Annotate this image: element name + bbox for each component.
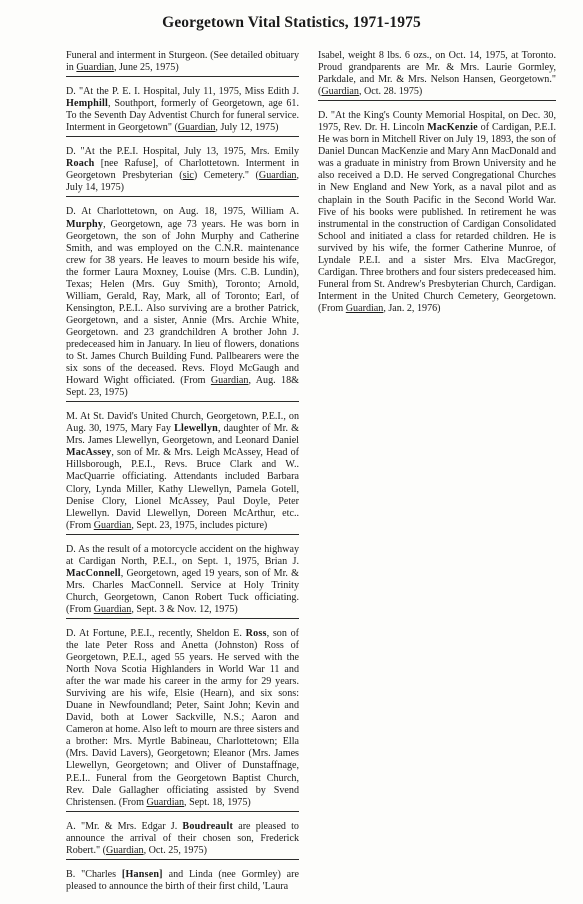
entry-text: , Sept. 3 & Nov. 12, 1975)	[131, 603, 238, 615]
entry-text: D. As the result of a motorcycle accident on the highway at Cardigan North, P.E.I., on Sept. 1, 1975, Brian J.	[66, 543, 299, 567]
source-citation: Guardian	[345, 302, 384, 314]
entry-text: , Sept. 18, 1975)	[184, 796, 251, 808]
vital-record-entry	[66, 544, 299, 619]
entry-text: D. At Charlottetown, on Aug. 18, 1975, William A.	[66, 206, 299, 218]
source-citation: Guardian	[93, 519, 132, 531]
entry-text: Funeral and interment in Sturgeon. (See detailed obituary in	[66, 50, 299, 74]
surname: MacAssey	[66, 447, 112, 459]
page-title: Georgetown Vital Statistics, 1971-1975	[162, 14, 421, 31]
entry-text: Isabel, weight 8 lbs. 6 ozs., on Oct. 14, 1975, at Toronto. Proud grandparents are Mr. & Mrs. Laurie Gormley, Parkdale, and Mr. & Mrs. Nelson Hansen, Georgetown." (	[318, 50, 556, 98]
source-citation: Guardian	[177, 122, 216, 134]
source-citation: Guardian	[146, 796, 185, 808]
left-column	[66, 50, 299, 904]
entry-text: , son of Mr. & Mrs. Leigh McAssey, Head of Hillsborough, P.E.I., Revs. Bruce Clark and W.. MacQuarrie officiating. Attendants included Barbara Clory, Lynda Miller, Kathy Llewellyn, Pamela Gotell, Denise Clory, Lionel McAssey, Paul Doyle, Peter Llewellyn. David Llewellyn, Doreen McArthur, etc..(From	[66, 447, 299, 531]
surname: Hemphill	[66, 98, 108, 110]
entry-text: , son of the late Peter Ross and Anetta (Johnston) Ross of Georgetown, P.E.I., aged 55 years. He served with the North Nova Scotia Highlanders in World War 11 and after the war made his career in the army for 29 years. Surviving are his wife, Elsie (Hearn), and six sons: Duane in Newfoundland; Peter, Saint John; Kevin and David, both at Lower Sackville, N.S.; Aaron and Cameron at home. Also left to mourn are three sisters and a brother: Mrs. Myrtle Babineau, Charlottetown; Ella (Mrs. David Lavers), Georgetown; Eleanor (Mrs. James Llewellyn, Georgetown; and Oliver of Dunstaffnage, P.E.I.. Funeral from the Georgetown Baptist Church, Rev. Dale Gallagher officiating assisted by Svend Christensen. (From	[66, 627, 299, 808]
entry-text: , Aug. 18& Sept. 23, 1975)	[66, 375, 299, 399]
entry-text: B. "Charles	[66, 868, 122, 880]
vital-record-entry	[66, 628, 299, 812]
surname: Boudreault	[182, 820, 234, 832]
entry-text: , Jan. 2, 1976)	[383, 302, 441, 314]
entry-text: , Oct. 28. 1975)	[358, 86, 423, 98]
entry-text: [nee Rafuse], of Charlottetown. Interment in Georgetown Presbyterian (	[66, 158, 299, 182]
entry-text: D. At Fortune, P.E.I., recently, Sheldon E.	[66, 627, 246, 639]
source-citation: Guardian	[258, 170, 297, 182]
entry-text: and Linda (nee Gormley) are pleased to announce the birth of their first child, 'Laura	[66, 868, 299, 892]
source-citation: Guardian	[106, 844, 144, 856]
source-citation: Guardian	[93, 603, 132, 615]
vital-record-entry	[66, 146, 299, 197]
surname: Llewellyn	[174, 423, 218, 435]
vital-record-entry	[66, 411, 299, 534]
surname: Roach	[66, 158, 95, 170]
entry-text: of Cardigan, P.E.I. He was born in Mitchell River on July 19, 1893, the son of Daniel Duncan MacKenzie and Mary Ann MacDonald and was a graduate in ministry from Brown University and he also received a D.D. He served Congregational Churches in New England and New York, as a naval pilot and as chaplain in the South Pacific in the Second World War. Five of his books were published. In retirement he was instrumental in the construction of Cardigan Consolidated School and initiated a class for retarded children. He is survived by his wife, the former Catherine Munroe, of Lyndale P.E.I. and a sister Mrs. Elva MacGregor, Cardigan. Three brothers and four sisters predeceased him. Funeral from St. Andrew's Presbyterian Church, Cardigan. Interment in the United Church Cemetery, Georgetown. (From	[318, 122, 557, 314]
vital-record-entry	[318, 50, 556, 101]
source-citation: Guardian	[210, 375, 249, 387]
surname: [Hansen]	[121, 868, 163, 880]
entry-text: M. At St. David's United Church, Georgetown, P.E.I., on Aug. 30, 1975, Mary Fay	[66, 411, 299, 435]
entry-text: , Oct. 25, 1975)	[143, 844, 207, 856]
vital-record-entry	[66, 206, 299, 402]
entry-text: , Georgetown, age 73 years. He was born in Georgetown, the son of John Murphy and Catherine Smith, and was employed on the C.N.R. maintenance crew for 38 years. He leaves to mourn beside his wife, the former Laura Moxney, Louise (Mrs. C.B. Lundin), Texas; Helen (Mrs. Guy Smith), Toronto; Arnold, William, Gerald, Ray, Mark, all of Toronto; Earl, of Kensington, P.E.I.. Also surviving are a brother Patrick, Georgetown, and a sister, Annie (Mrs. Archie White, Georgetown. and 23 grandchildren A brother John J. predeceased him in January. In lieu of flowers, donations to St. James Church Building Fund. Pallbearers were the six sons of the deceased. Revs. Floyd McGaugh and Howard Wight officiated. (From	[66, 218, 299, 387]
entry-text: D. "At the P.E.I. Hospital, July 13, 1975, Mrs. Emily	[66, 146, 299, 158]
entry-text: , July 12, 1975)	[215, 122, 279, 134]
entry-text: , Southport, formerly of Georgetown, age 61. To the Seventh Day Adventist Church for funeral service. Interment in Georgetown" (	[66, 98, 299, 134]
source-citation: sic	[182, 170, 194, 182]
entry-text: , Sept. 23, 1975, includes picture)	[131, 519, 268, 531]
entry-text: D. "At the P. E. I. Hospital, July 11, 1975, Miss Edith J.	[66, 86, 299, 98]
entry-text: , daughter of Mr. & Mrs. James Llewellyn, Georgetown, and Leonard Daniel	[66, 423, 299, 447]
source-citation: Guardian	[321, 86, 359, 98]
vital-record-entry	[66, 821, 299, 860]
vital-record-entry	[66, 86, 299, 137]
surname: Murphy	[66, 218, 104, 230]
surname: MacConnell	[66, 567, 121, 579]
surname: MacKenzie	[427, 122, 478, 134]
surname: Ross	[245, 627, 267, 639]
vital-record-entry	[318, 110, 556, 317]
entry-text: , July 14, 1975)	[66, 170, 300, 194]
entry-text: , June 25, 1975)	[113, 62, 179, 74]
entry-text: D. "At the King's County Memorial Hospital, on Dec. 30, 1975, Rev. Dr. H. Lincoln	[318, 110, 556, 134]
entry-text: are pleased to announce the arrival of their chosen son, Frederick Robert." (	[66, 820, 299, 856]
entry-text: ) Cemetery." (	[193, 170, 259, 182]
entry-text: A. "Mr. & Mrs. Edgar J.	[66, 820, 183, 832]
right-column	[318, 50, 556, 326]
entry-text: , Georgetown, aged 19 years, son of Mr. & Mrs. Charles MacConnell. Service at Holy Trinity Church, Georgetown, Canon Robert Tuck officiating. (From	[66, 567, 299, 615]
source-citation: Guardian	[76, 62, 114, 74]
vital-record-entry	[66, 869, 299, 895]
vital-record-entry	[66, 50, 299, 77]
